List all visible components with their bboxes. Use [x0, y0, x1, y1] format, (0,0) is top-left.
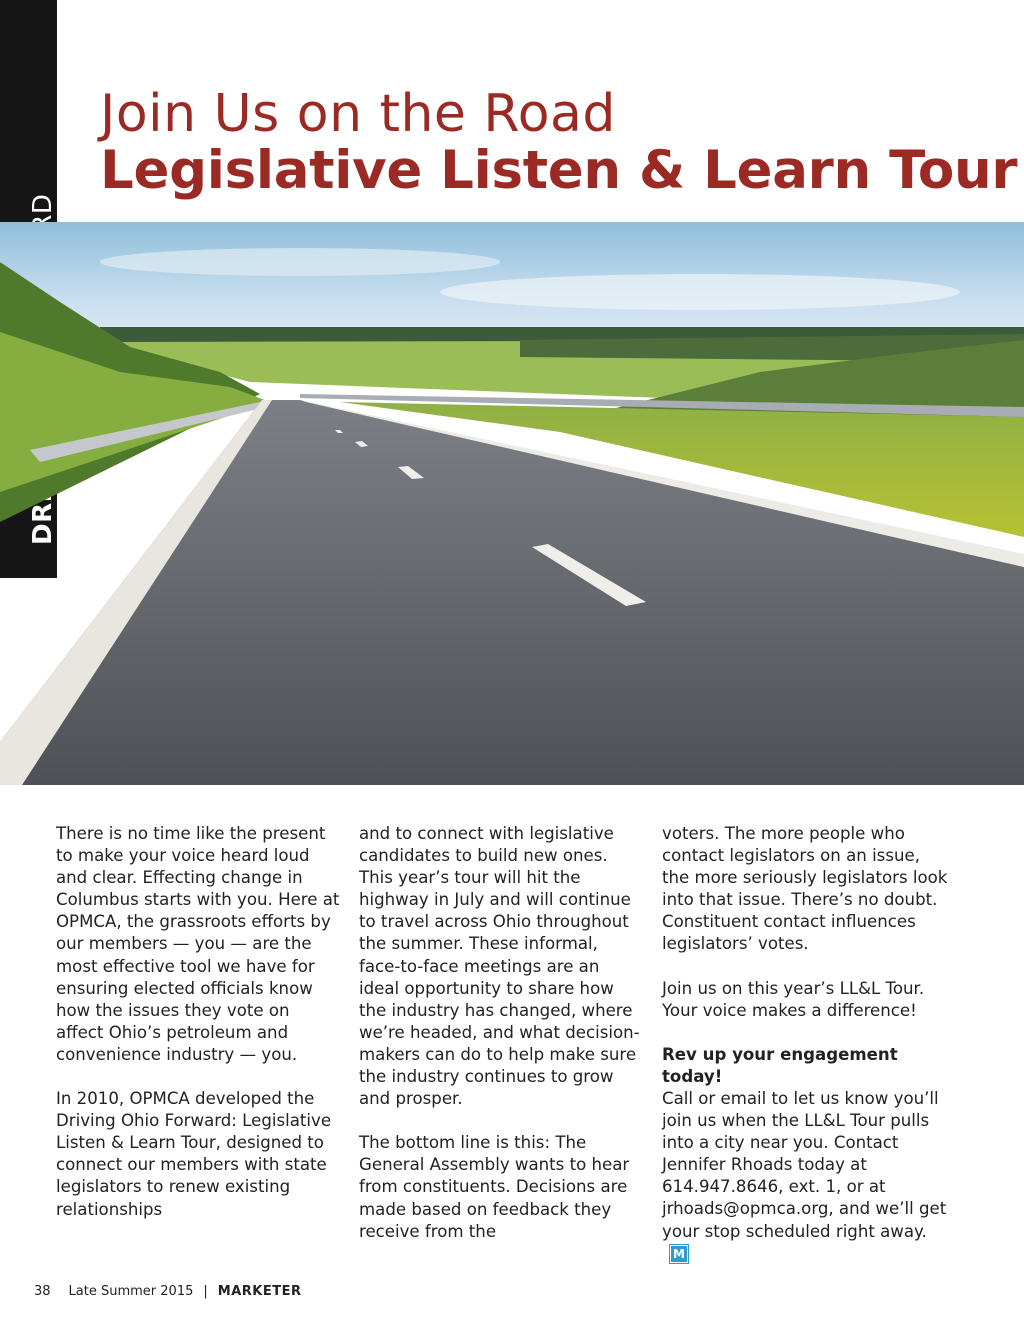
- page-title-line1: Join Us on the Road: [100, 84, 616, 144]
- article-column-2: [359, 823, 644, 1265]
- marketer-end-icon: M: [670, 1245, 688, 1263]
- call-to-action: [662, 1044, 952, 1265]
- body-paragraph: voters. The more people who contact legislators on an issue, the more seriously legislators look into that issue. There’s no doubt. Constituent contact influences legislators’ votes.: [662, 824, 948, 954]
- highway-photo: [0, 222, 1024, 785]
- body-paragraph: In 2010, OPMCA developed the Driving Ohio Forward: Legislative Listen & Learn Tour, designed to connect our members with state legislators to renew existing relationships: [56, 1089, 332, 1219]
- highway-photo-icon: [0, 222, 1024, 785]
- article-column-1: [56, 823, 341, 1243]
- body-paragraph: and to connect with legislative candidates to build new ones. This year’s tour will hit the highway in July and will continue to travel across Ohio throughout the summer. These informal, face-to-face meetings are an ideal opportunity to share how the industry has changed, where we’re headed, and what decision-makers can do to help make sure the industry continues to grow and prosper.: [359, 824, 640, 1109]
- footer-separator: |: [203, 1284, 208, 1299]
- article-column-3: [662, 823, 952, 1265]
- body-paragraph: There is no time like the present to make your voice heard loud and clear. Effecting change in Columbus starts with you. Here at OPMCA, the grassroots efforts by our members — you — are the most effective tool we have for ensuring elected officials know how the issues they vote on affect Ohio’s petroleum and convenience industry — you.: [56, 824, 340, 1064]
- cta-body: Call or email to let us know you’ll join us when the LL&L Tour pulls into a city near you. Contact Jennifer Rhoads today at 614.947.8646, ext. 1, or at jrhoads@opmca.org, and we’ll get your stop scheduled right away.: [662, 1088, 947, 1241]
- cta-heading: Rev up your engagement today!: [662, 1044, 898, 1086]
- publication-brand: MARKETER: [217, 1284, 302, 1299]
- page-number: 38: [34, 1284, 51, 1299]
- body-paragraph: Join us on this year’s LL&L Tour. Your voice makes a difference!: [662, 978, 925, 1020]
- page-footer: [34, 1284, 302, 1299]
- page-title-line2: Legislative Listen & Learn Tour: [100, 140, 1018, 201]
- body-paragraph: The bottom line is this: The General Assembly wants to hear from constituents. Decisions are made based on feedback they receive from the: [359, 1133, 630, 1241]
- issue-label: Late Summer 2015: [68, 1284, 194, 1299]
